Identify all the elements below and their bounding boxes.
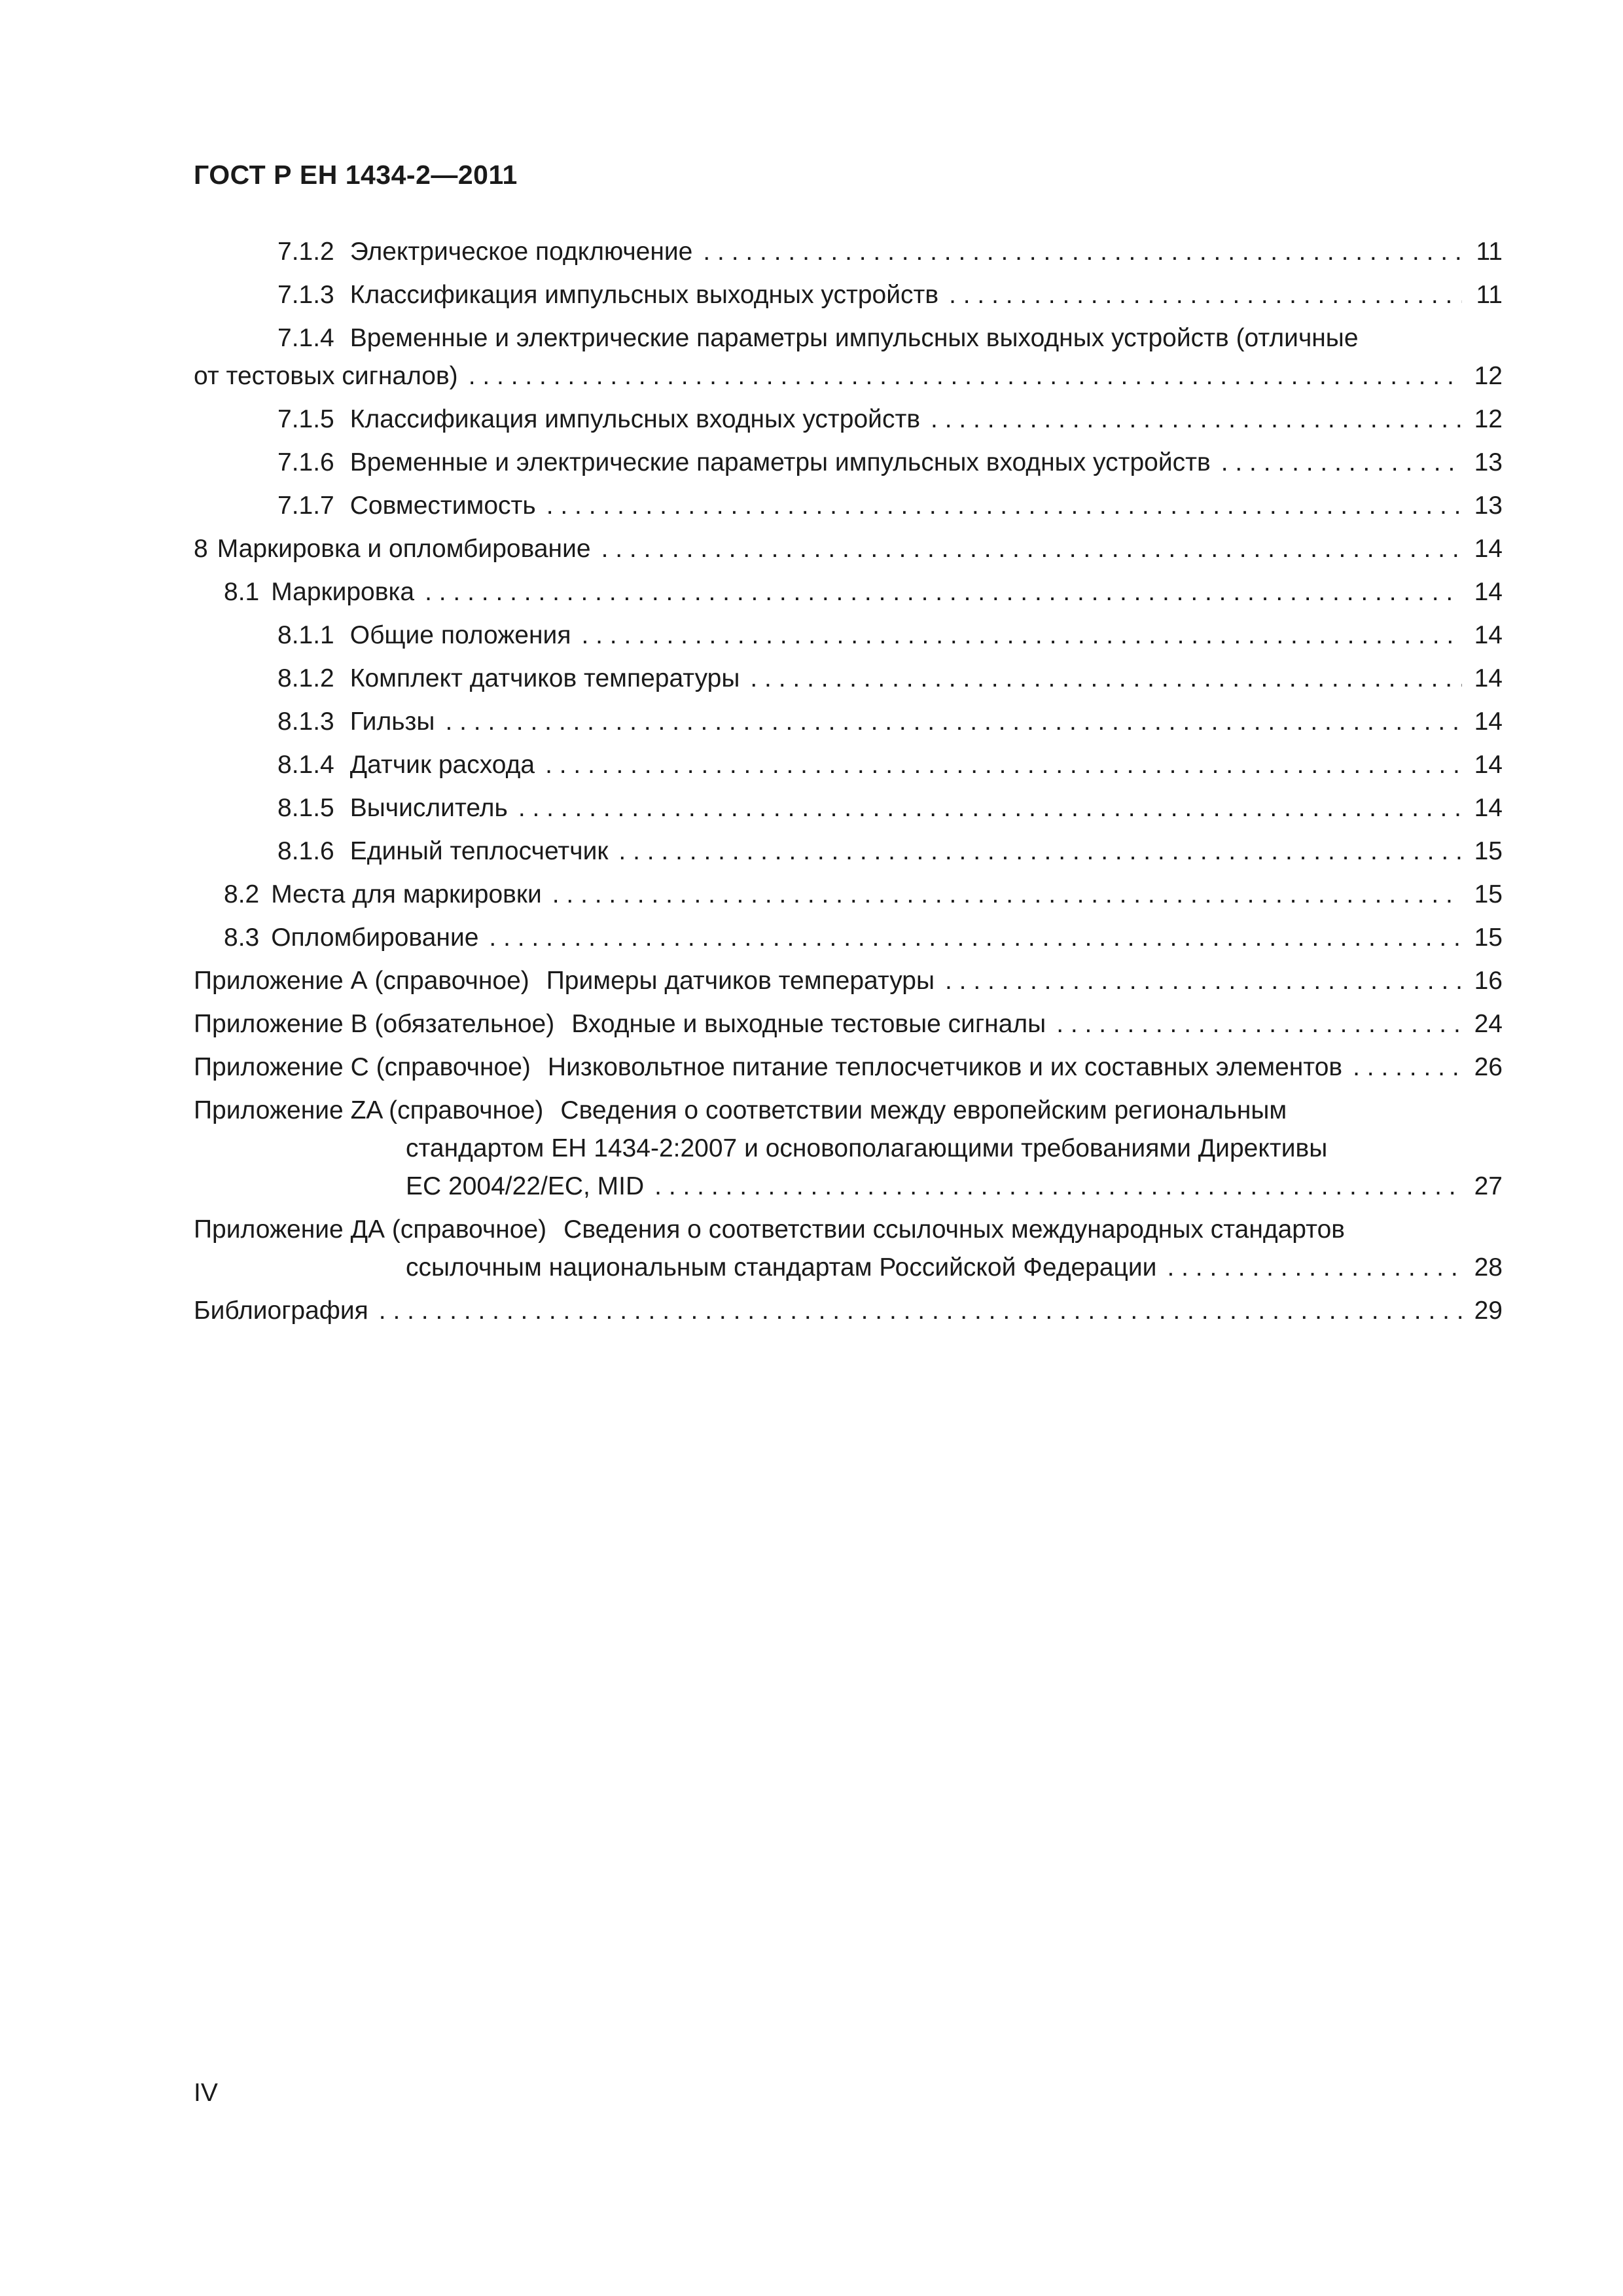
toc-entry-number: 7.1.3 — [277, 281, 334, 309]
document-header: ГОСТ Р ЕН 1434-2—2011 — [194, 160, 518, 190]
dot-leader — [552, 873, 1462, 916]
toc-appendix-label: Приложение А (справочное) — [194, 967, 529, 995]
dot-leader — [750, 657, 1462, 700]
toc-entry-appendix-c[interactable] — [194, 1046, 1503, 1089]
toc-entry-page: 26 — [1474, 1053, 1503, 1081]
toc-entry-8-1[interactable] — [194, 571, 1503, 614]
toc-entry-number: 7.1.4 — [277, 324, 334, 352]
toc-entry-title-line1: Временные и электрические параметры импульсных выходных устройств (отличные — [349, 324, 1359, 352]
dot-leader — [546, 484, 1462, 528]
toc-entry-title: Места для маркировки — [271, 880, 542, 908]
toc-entry-page: 27 — [1474, 1172, 1503, 1200]
toc-entry-page: 13 — [1474, 448, 1503, 476]
dot-leader — [618, 830, 1462, 873]
toc-entry-appendix-b[interactable] — [194, 1003, 1503, 1046]
dot-leader — [545, 744, 1462, 787]
toc-entry-title: Маркировка и опломбирование — [217, 535, 591, 563]
toc-entry-8-3[interactable] — [194, 916, 1503, 960]
dot-leader — [379, 1289, 1462, 1333]
dot-leader — [1353, 1046, 1462, 1089]
toc-appendix-label: Приложение ДА (справочное) — [194, 1215, 547, 1244]
toc-entry-7-1-3[interactable] — [194, 274, 1503, 317]
dot-leader — [425, 571, 1462, 614]
toc-entry-page: 14 — [1474, 708, 1503, 736]
toc-entry-page: 14 — [1474, 578, 1503, 606]
toc-entry-number: 8.3 — [224, 924, 260, 952]
toc-entry-number: 8.1.5 — [277, 794, 334, 822]
dot-leader — [489, 916, 1462, 960]
toc-appendix-label: Приложение ZA (справочное) — [194, 1096, 544, 1124]
page-number: IV — [194, 2079, 218, 2107]
toc-entry-title: Электрическое подключение — [349, 238, 693, 266]
toc-entry-title: Входные и выходные тестовые сигналы — [571, 1010, 1046, 1038]
dot-leader — [581, 614, 1462, 657]
toc-entry-title: Временные и электрические параметры импульсных входных устройств — [349, 448, 1211, 476]
toc-entry-8-1-6[interactable] — [194, 830, 1503, 873]
dot-leader — [654, 1168, 1462, 1206]
toc-entry-appendix-a[interactable] — [194, 960, 1503, 1003]
toc-appendix-label: Приложение С (справочное) — [194, 1053, 531, 1081]
toc-entry-8-1-2[interactable] — [194, 657, 1503, 700]
toc-entry-title: Совместимость — [349, 492, 536, 520]
toc-entry-title-line2: ссылочным национальным стандартам Российской Федерации — [406, 1253, 1157, 1282]
dot-leader — [703, 230, 1462, 274]
toc-entry-page: 24 — [1474, 1010, 1503, 1038]
dot-leader — [469, 357, 1462, 395]
toc-entry-number: 7.1.2 — [277, 238, 334, 266]
toc-entry-page: 29 — [1474, 1297, 1503, 1325]
toc-entry-page: 28 — [1474, 1253, 1503, 1282]
toc-entry-number: 8.2 — [224, 880, 260, 908]
toc-entry-title: Примеры датчиков температуры — [546, 967, 935, 995]
toc-entry-page: 14 — [1474, 794, 1503, 822]
dot-leader — [1056, 1003, 1462, 1046]
toc-entry-title: Опломбирование — [271, 924, 479, 952]
toc-entry-page: 14 — [1474, 621, 1503, 649]
toc-entry-bibliography[interactable] — [194, 1289, 1503, 1333]
toc-entry-8-1-1[interactable] — [194, 614, 1503, 657]
toc-entry-title-line2: стандартом ЕН 1434-2:2007 и основополагающими требованиями Директивы — [406, 1134, 1328, 1162]
toc-entry-8-2[interactable] — [194, 873, 1503, 916]
toc-entry-number: 8.1.2 — [277, 664, 334, 692]
toc-entry-title: Гильзы — [349, 708, 435, 736]
toc-entry-7-1-7[interactable] — [194, 484, 1503, 528]
toc-entry-title: Единый теплосчетчик — [349, 837, 609, 865]
toc-entry-8[interactable] — [194, 528, 1503, 571]
toc-entry-title: Общие положения — [349, 621, 571, 649]
toc-entry-page: 13 — [1474, 492, 1503, 520]
toc-entry-page: 14 — [1474, 535, 1503, 563]
toc-entry-title: Классификация импульсных выходных устройств — [349, 281, 939, 309]
toc-entry-page: 12 — [1474, 405, 1503, 433]
toc-entry-8-1-4[interactable] — [194, 744, 1503, 787]
toc-entry-title: Вычислитель — [349, 794, 508, 822]
toc-entry-number: 8.1.3 — [277, 708, 334, 736]
dot-leader — [518, 787, 1462, 830]
toc-appendix-label: Приложение В (обязательное) — [194, 1010, 555, 1038]
toc-entry-title: Низковольтное питание теплосчетчиков и их составных элементов — [547, 1053, 1343, 1081]
toc-entry-title: Датчик расхода — [349, 751, 535, 779]
toc-entry-number: 7.1.5 — [277, 405, 334, 433]
toc-entry-7-1-2[interactable] — [194, 230, 1503, 274]
toc-entry-appendix-za[interactable] — [194, 1089, 1503, 1208]
toc-entry-title-line2: от тестовых сигналов) — [194, 362, 458, 390]
toc-entry-title-line1: Сведения о соответствии ссылочных международных стандартов — [563, 1215, 1345, 1244]
toc-entry-page: 15 — [1474, 924, 1503, 952]
dot-leader — [1167, 1249, 1462, 1287]
toc-entry-number: 8.1 — [224, 578, 260, 606]
toc-entry-number: 8 — [194, 535, 208, 563]
toc-entry-page: 11 — [1476, 281, 1503, 309]
toc-entry-number: 8.1.1 — [277, 621, 334, 649]
toc-entry-number: 7.1.7 — [277, 492, 334, 520]
dot-leader — [945, 960, 1462, 1003]
toc-entry-page: 11 — [1476, 238, 1503, 266]
toc-entry-8-1-5[interactable] — [194, 787, 1503, 830]
toc-entry-page: 14 — [1474, 664, 1503, 692]
dot-leader — [949, 274, 1462, 317]
toc-entry-page: 14 — [1474, 751, 1503, 779]
toc-entry-page: 15 — [1474, 837, 1503, 865]
toc-entry-title: Маркировка — [271, 578, 415, 606]
toc-entry-page: 15 — [1474, 880, 1503, 908]
dot-leader — [601, 528, 1462, 571]
toc-entry-7-1-5[interactable] — [194, 398, 1503, 441]
toc-entry-number: 8.1.4 — [277, 751, 334, 779]
toc-entry-title: Комплект датчиков температуры — [349, 664, 740, 692]
toc-entry-title: Классификация импульсных входных устройств — [349, 405, 921, 433]
toc-entry-number: 8.1.6 — [277, 837, 334, 865]
toc-entry-page: 12 — [1474, 362, 1503, 390]
toc-entry-number: 7.1.6 — [277, 448, 334, 476]
dot-leader — [445, 700, 1462, 744]
toc-entry-8-1-3[interactable] — [194, 700, 1503, 744]
toc-entry-title-line3: ЕС 2004/22/EC, MID — [406, 1172, 645, 1200]
toc-entry-7-1-4[interactable] — [194, 317, 1503, 398]
toc-entry-title-line1: Сведения о соответствии между европейским региональным — [560, 1096, 1287, 1124]
dot-leader — [1221, 441, 1462, 484]
table-of-contents — [194, 230, 1503, 1333]
toc-entry-appendix-da[interactable] — [194, 1208, 1503, 1289]
dot-leader — [931, 398, 1462, 441]
toc-entry-title: Библиография — [194, 1297, 368, 1325]
toc-entry-7-1-6[interactable] — [194, 441, 1503, 484]
toc-entry-page: 16 — [1474, 967, 1503, 995]
